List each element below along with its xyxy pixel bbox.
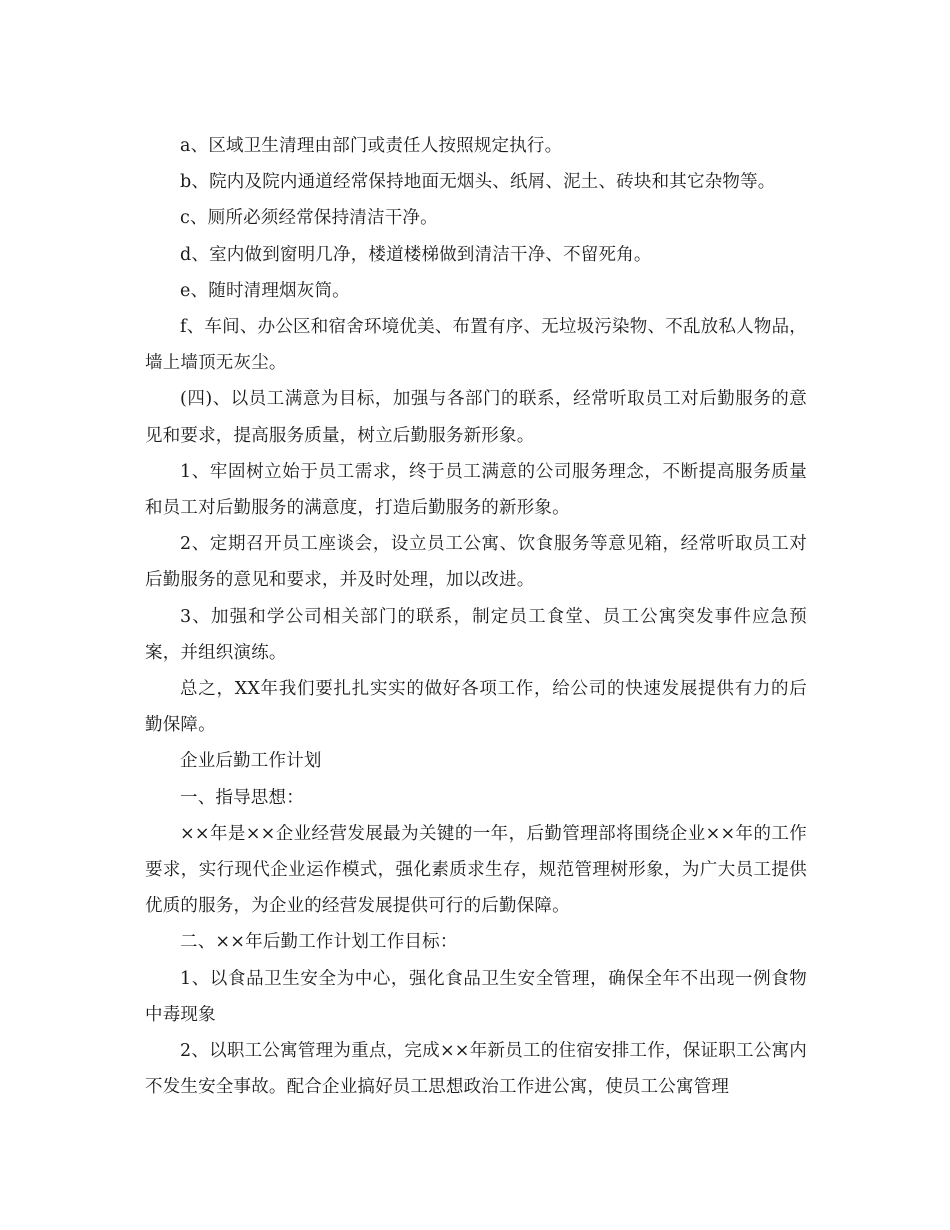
paragraph-item-3: 3、加强和学公司相关部门的联系，制定员工食堂、员工公寓突发事件应急预案，并组织演练。 [145, 606, 807, 663]
document-page [145, 128, 807, 1105]
heading-guiding-thought: 一、指导思想： [180, 787, 304, 808]
heading-work-goals: 二、××年后勤工作计划工作目标： [180, 932, 458, 953]
paragraph-goal-1: 1、以食品卫生安全为中心，强化食品卫生安全管理，确保全年不出现一例食物中毒现象 [145, 968, 807, 1025]
paragraph-f: f、车间、办公区和宿舍环境优美、布置有序、无垃圾污染物、不乱放私人物品，墙上墙顶无灰尘。 [145, 317, 807, 374]
paragraph-d: d、室内做到窗明几净，楼道楼梯做到清洁干净、不留死角。 [180, 244, 652, 265]
paragraph-b: b、院内及院内通道经常保持地面无烟头、纸屑、泥土、砖块和其它杂物等。 [180, 172, 776, 193]
paragraph-guiding-thought: ××年是××企业经营发展最为关键的一年，后勤管理部将围绕企业××年的工作要求，实行现代企业运作模式，强化素质求生存，规范管理树形象，为广大员工提供优质的服务，为企业的经营发展提供可行的后勤保障。 [145, 823, 807, 917]
paragraph-summary: 总之，XX年我们要扎扎实实的做好各项工作，给公司的快速发展提供有力的后勤保障。 [145, 679, 807, 736]
section-title: 企业后勤工作计划 [180, 751, 322, 772]
paragraph-c: c、厕所必须经常保持清洁干净。 [180, 208, 438, 229]
paragraph-e: e、随时清理烟灰筒。 [180, 280, 350, 301]
paragraph-a: a、区域卫生清理由部门或责任人按照规定执行。 [180, 136, 563, 156]
paragraph-goal-2: 2、以职工公寓管理为重点，完成××年新员工的住宿安排工作，保证职工公寓内不发生安全事故。配合企业搞好员工思想政治工作进公寓，使员工公寓管理 [145, 1041, 807, 1098]
paragraph-section-four: (四)、以员工满意为目标，加强与各部门的联系，经常听取员工对后勤服务的意见和要求，提高服务质量，树立后勤服务新形象。 [145, 389, 807, 446]
paragraph-item-1: 1、牢固树立始于员工需求，终于员工满意的公司服务理念，不断提高服务质量和员工对后勤服务的满意度，打造后勤服务的新形象。 [145, 461, 807, 519]
paragraph-item-2: 2、定期召开员工座谈会，设立员工公寓、饮食服务等意见箱，经常听取员工对后勤服务的意见和要求，并及时处理，加以改进。 [145, 534, 807, 591]
